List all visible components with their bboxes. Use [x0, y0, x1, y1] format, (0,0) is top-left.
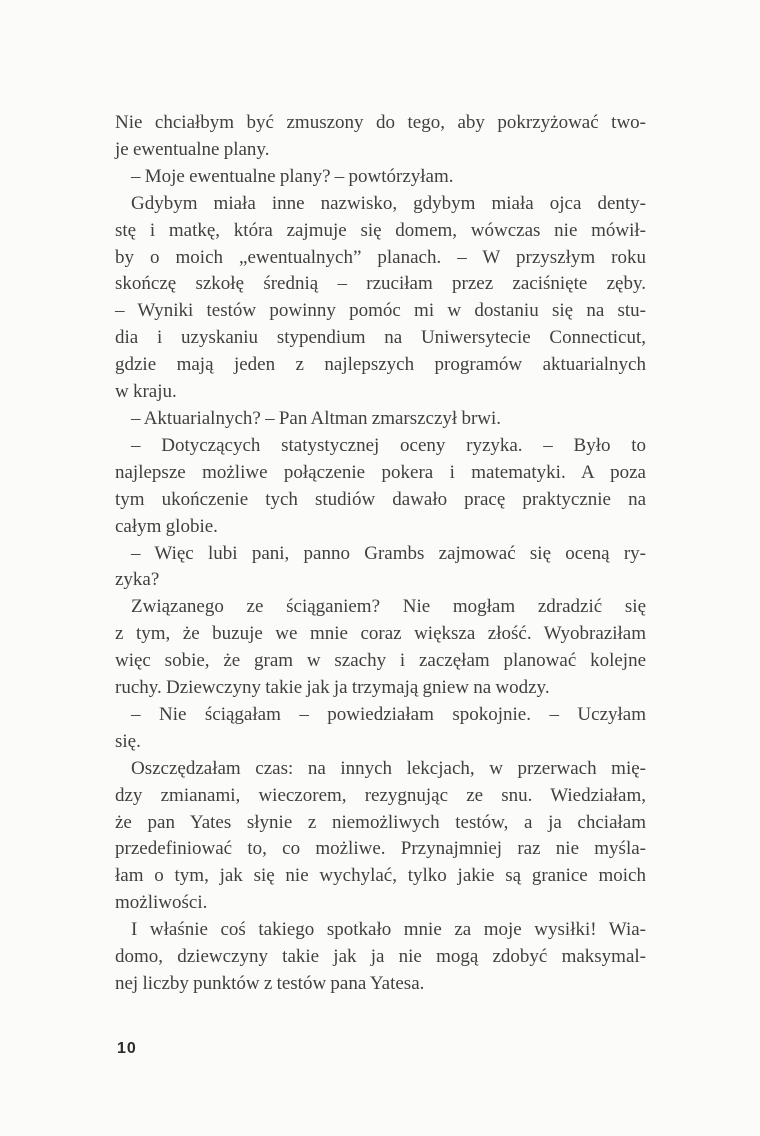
- text-line: w kraju.: [115, 381, 177, 403]
- text-line: całym globie.: [115, 515, 218, 537]
- text-line: Nie chciałbym być zmuszony do tego, aby pokrzyżować two-: [115, 112, 646, 133]
- text-line: stę i matkę, która zajmuje się domem, wówczas nie mówił-: [115, 219, 646, 241]
- text-line: tym ukończenie tych studiów dawało pracę praktycznie na: [115, 488, 646, 510]
- text-line: – Dotyczących statystycznej oceny ryzyka. – Było to: [131, 434, 646, 456]
- text-line: się.: [115, 730, 141, 752]
- page-text-block: [115, 110, 646, 998]
- text-line: gdzie mają jeden z najlepszych programów aktuarialnych: [115, 354, 646, 376]
- text-line: nej liczby punktów z testów pana Yatesa.: [115, 973, 425, 994]
- text-line: skończę szkołę średnią – rzuciłam przez zaciśnięte zęby.: [115, 273, 646, 295]
- text-line: więc sobie, że gram w szachy i zaczęłam planować kolejne: [115, 650, 646, 672]
- text-line: Związanego ze ściąganiem? Nie mogłam zdradzić się: [131, 596, 646, 618]
- text-line: – Moje ewentualne plany? – powtórzyłam.: [131, 165, 454, 187]
- text-line: – Nie ściągałam – powiedziałam spokojnie. – Uczyłam: [131, 703, 646, 725]
- text-line: domo, dziewczyny takie jak ja nie mogą zdobyć maksymal-: [115, 946, 646, 968]
- text-line: Gdybym miała inne nazwisko, gdybym miała ojca denty-: [131, 192, 646, 214]
- text-line: ruchy. Dziewczyny takie jak ja trzymają gniew na wodzy.: [115, 677, 550, 699]
- text-line: możliwości.: [115, 892, 208, 914]
- text-line: przedefiniować to, co możliwe. Przynajmniej raz nie myśla-: [115, 838, 646, 860]
- text-line: – Więc lubi pani, panno Grambs zajmować się oceną ry-: [131, 542, 646, 564]
- text-line: dzy zmianami, wieczorem, rezygnując ze snu. Wiedziałam,: [115, 784, 646, 806]
- text-line: że pan Yates słynie z niemożliwych testów, a ja chciałam: [115, 811, 646, 833]
- text-line: z tym, że buzuje we mnie coraz większa złość. Wyobraziłam: [115, 623, 646, 645]
- text-line: – Aktuarialnych? – Pan Altman zmarszczył brwi.: [131, 407, 502, 429]
- page-number: 10: [117, 1040, 137, 1057]
- text-line: I właśnie coś takiego spotkało mnie za moje wysiłki! Wia-: [131, 919, 646, 941]
- text-line: Oszczędzałam czas: na innych lekcjach, w przerwach mię-: [131, 757, 646, 779]
- text-line: by o moich „ewentualnych” planach. – W przyszłym roku: [115, 246, 646, 268]
- text-line: łam o tym, jak się nie wychylać, tylko jakie są granice moich: [115, 865, 646, 887]
- text-line: dia i uzyskaniu stypendium na Uniwersytecie Connecticut,: [115, 327, 646, 349]
- text-line: najlepsze możliwe połączenie pokera i matematyki. A poza: [115, 461, 646, 483]
- text-line: zyka?: [115, 569, 160, 591]
- text-line: – Wyniki testów powinny pomóc mi w dostaniu się na stu-: [115, 300, 646, 322]
- text-line: je ewentualne plany.: [115, 138, 270, 160]
